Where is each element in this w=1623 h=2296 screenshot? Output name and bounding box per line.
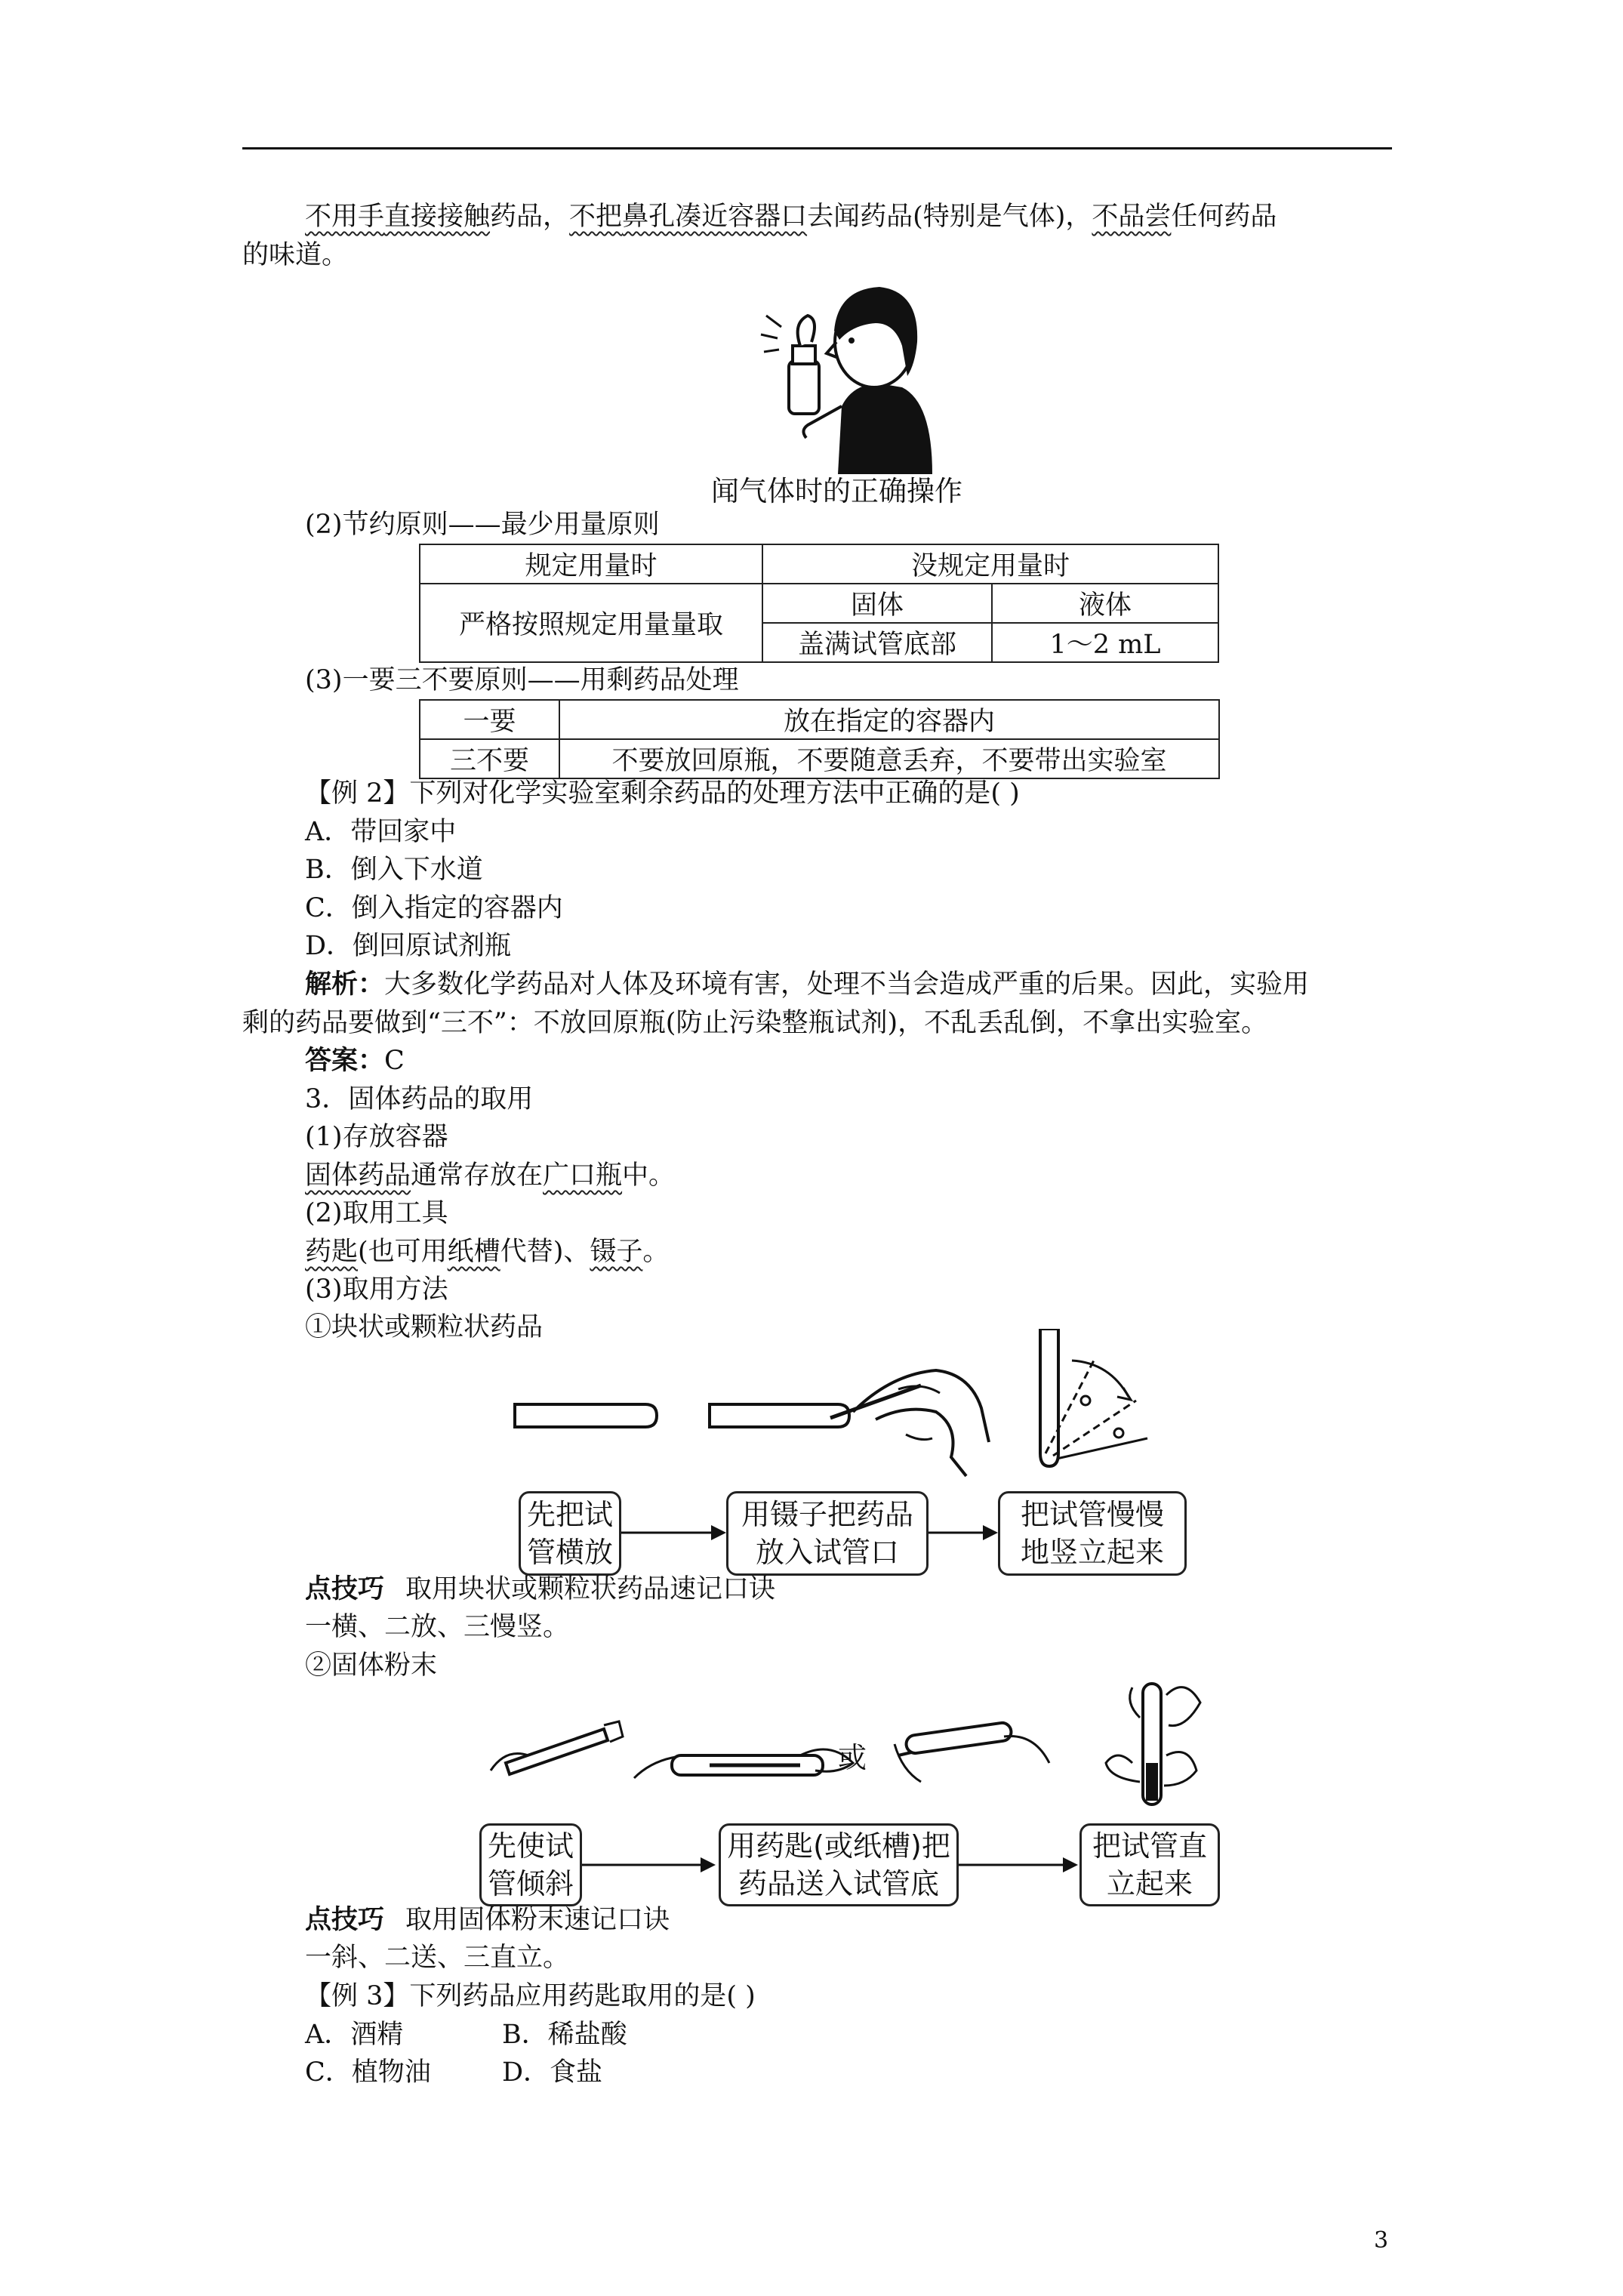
solid-sub2: (2)取用工具 xyxy=(305,1198,448,1228)
intro-seg7: 不品尝 xyxy=(1092,202,1172,232)
intro-seg4: 不把 xyxy=(569,202,623,232)
usage-header-specified: 规定用量时 xyxy=(420,544,762,584)
usage-specified-rule: 严格按照规定用量量取 xyxy=(420,584,762,662)
figure3-or: 或 xyxy=(838,1741,867,1774)
storage-b: 通常存放在 xyxy=(411,1160,544,1191)
tools-a: 药匙 xyxy=(305,1237,359,1267)
intro-seg6: 去闻药品(特别是气体)， xyxy=(807,202,1092,232)
tip2 xyxy=(305,1901,670,1939)
tip2-label: 点技巧 xyxy=(305,1905,385,1935)
usage-sub-solid: 固体 xyxy=(762,584,992,623)
storage-a: 固体药品 xyxy=(305,1160,411,1191)
header-rule xyxy=(242,147,1392,149)
leftover-key-2: 三不要 xyxy=(420,739,559,778)
flow2-step3-line1: 把试管直 xyxy=(1092,1829,1207,1863)
flow2-step1-line2: 管倾斜 xyxy=(487,1867,574,1900)
tip2-mnemonic: 一斜、二送、三直立。 xyxy=(305,1943,570,1973)
example2-answer xyxy=(305,1042,405,1080)
example2-question: 【例 2】下列对化学实验室剩余药品的处理方法中正确的是( ) xyxy=(305,778,1020,809)
storage-d: 中。 xyxy=(622,1160,676,1191)
tools-c: 纸槽 xyxy=(447,1237,500,1267)
flow1-step3-line2: 地竖立起来 xyxy=(1020,1536,1164,1569)
tip1 xyxy=(305,1570,775,1608)
storage-c: 广口瓶 xyxy=(543,1160,623,1191)
flow1-step1-line2: 管横放 xyxy=(526,1536,613,1569)
section3-title: (3)一要三不要原则——用剩药品处理 xyxy=(305,665,739,695)
tools-d: 代替)、 xyxy=(500,1237,590,1267)
flow1-step1-line1: 先把试 xyxy=(526,1498,613,1531)
intro-seg8: 任何药品 xyxy=(1171,202,1277,232)
example2-option-d: D．倒回原试剂瓶 xyxy=(305,931,512,961)
figure1-caption: 闻气体时的正确操作 xyxy=(711,475,962,507)
example3-option-a: A．酒精 xyxy=(305,2020,404,2050)
flow1-step2-line2: 放入试管口 xyxy=(755,1536,899,1569)
solid-storage xyxy=(305,1157,675,1194)
solid-sub1: (1)存放容器 xyxy=(305,1122,448,1152)
flow1-step3-line1: 把试管慢慢 xyxy=(1020,1498,1164,1531)
smelling-gas-illustration xyxy=(747,270,936,474)
method2: ②固体粉末 xyxy=(305,1650,438,1681)
analysis-text-1: 大多数化学药品对人体及环境有害，处理不当会造成严重的后果。因此，实验用 xyxy=(384,969,1310,1000)
page-number: 3 xyxy=(1374,2227,1389,2254)
solid-heading: 3．固体药品的取用 xyxy=(305,1084,534,1114)
solid-tools xyxy=(305,1233,669,1271)
tools-f: 。 xyxy=(642,1237,670,1267)
flow2-step2-line1: 用药匙(或纸槽)把 xyxy=(727,1829,950,1863)
example2-analysis-line1 xyxy=(305,966,1309,1003)
flow1-step2 xyxy=(726,1491,929,1576)
tip1-mnemonic: 一横、二放、三慢竖。 xyxy=(305,1612,570,1642)
usage-table xyxy=(419,544,1219,663)
intro-seg3: 药品， xyxy=(490,202,570,232)
answer-value: C xyxy=(384,1046,405,1076)
flow2-step2-line2: 药品送入试管底 xyxy=(738,1867,939,1900)
tip2-text: 取用固体粉末速记口诀 xyxy=(405,1905,670,1935)
analysis-label: 解析： xyxy=(305,969,385,1000)
example3-option-c: C．植物油 xyxy=(305,2057,431,2088)
example2-option-b: B．倒入下水道 xyxy=(305,855,483,885)
usage-sub-liquid: 液体 xyxy=(992,584,1218,623)
usage-solid-amount: 盖满试管底部 xyxy=(762,623,992,662)
leftover-value-1: 放在指定的容器内 xyxy=(559,700,1219,739)
leftover-table xyxy=(419,699,1220,779)
flow1-step2-line1: 用镊子把药品 xyxy=(741,1498,913,1531)
section2-title: (2)节约原则——最少用量原则 xyxy=(305,510,660,540)
leftover-value-2: 不要放回原瓶，不要随意丢弃，不要带出实验室 xyxy=(559,739,1219,778)
intro-line-2: 的味道。 xyxy=(242,240,349,270)
example3-option-d: D．食盐 xyxy=(502,2057,603,2088)
example2-option-a: A．带回家中 xyxy=(305,817,457,847)
leftover-key-1: 一要 xyxy=(420,700,559,739)
usage-liquid-amount: 1～2 mL xyxy=(992,623,1218,662)
flow2-step1 xyxy=(479,1823,582,1906)
example2-option-c: C．倒入指定的容器内 xyxy=(305,893,563,923)
flow2-step3 xyxy=(1079,1823,1220,1906)
solid-sub3: (3)取用方法 xyxy=(305,1274,448,1305)
tip1-text: 取用块状或颗粒状药品速记口诀 xyxy=(405,1574,776,1604)
tip1-label: 点技巧 xyxy=(305,1574,385,1604)
example2-analysis-line2: 剩的药品要做到“三不”：不放回原瓶(防止污染整瓶试剂)，不乱丢乱倒，不拿出实验室。 xyxy=(242,1008,1268,1038)
example3-question: 【例 3】下列药品应用药匙取用的是( ) xyxy=(305,1981,756,2011)
flow2-step1-line1: 先使试 xyxy=(487,1829,574,1863)
solid-method1: ①块状或颗粒状药品 xyxy=(305,1312,544,1342)
flow2-step2 xyxy=(719,1823,959,1906)
answer-label: 答案： xyxy=(305,1046,385,1076)
tools-b: (也可用 xyxy=(358,1237,448,1267)
tools-e: 镊子 xyxy=(590,1237,643,1267)
usage-header-unspecified: 没规定用量时 xyxy=(762,544,1218,584)
lump-solid-illustration xyxy=(498,1329,1223,1495)
example3-option-b: B．稀盐酸 xyxy=(502,2020,627,2050)
flow2-step3-line2: 立起来 xyxy=(1106,1867,1193,1900)
intro-seg1: 不用手 xyxy=(305,202,385,232)
intro-seg2: 直接接触 xyxy=(384,202,491,232)
flow1-step3 xyxy=(998,1491,1187,1576)
intro-line-1 xyxy=(305,198,1277,236)
flow1-step1 xyxy=(519,1491,621,1576)
intro-seg5: 鼻孔凑近容器口 xyxy=(622,202,808,232)
